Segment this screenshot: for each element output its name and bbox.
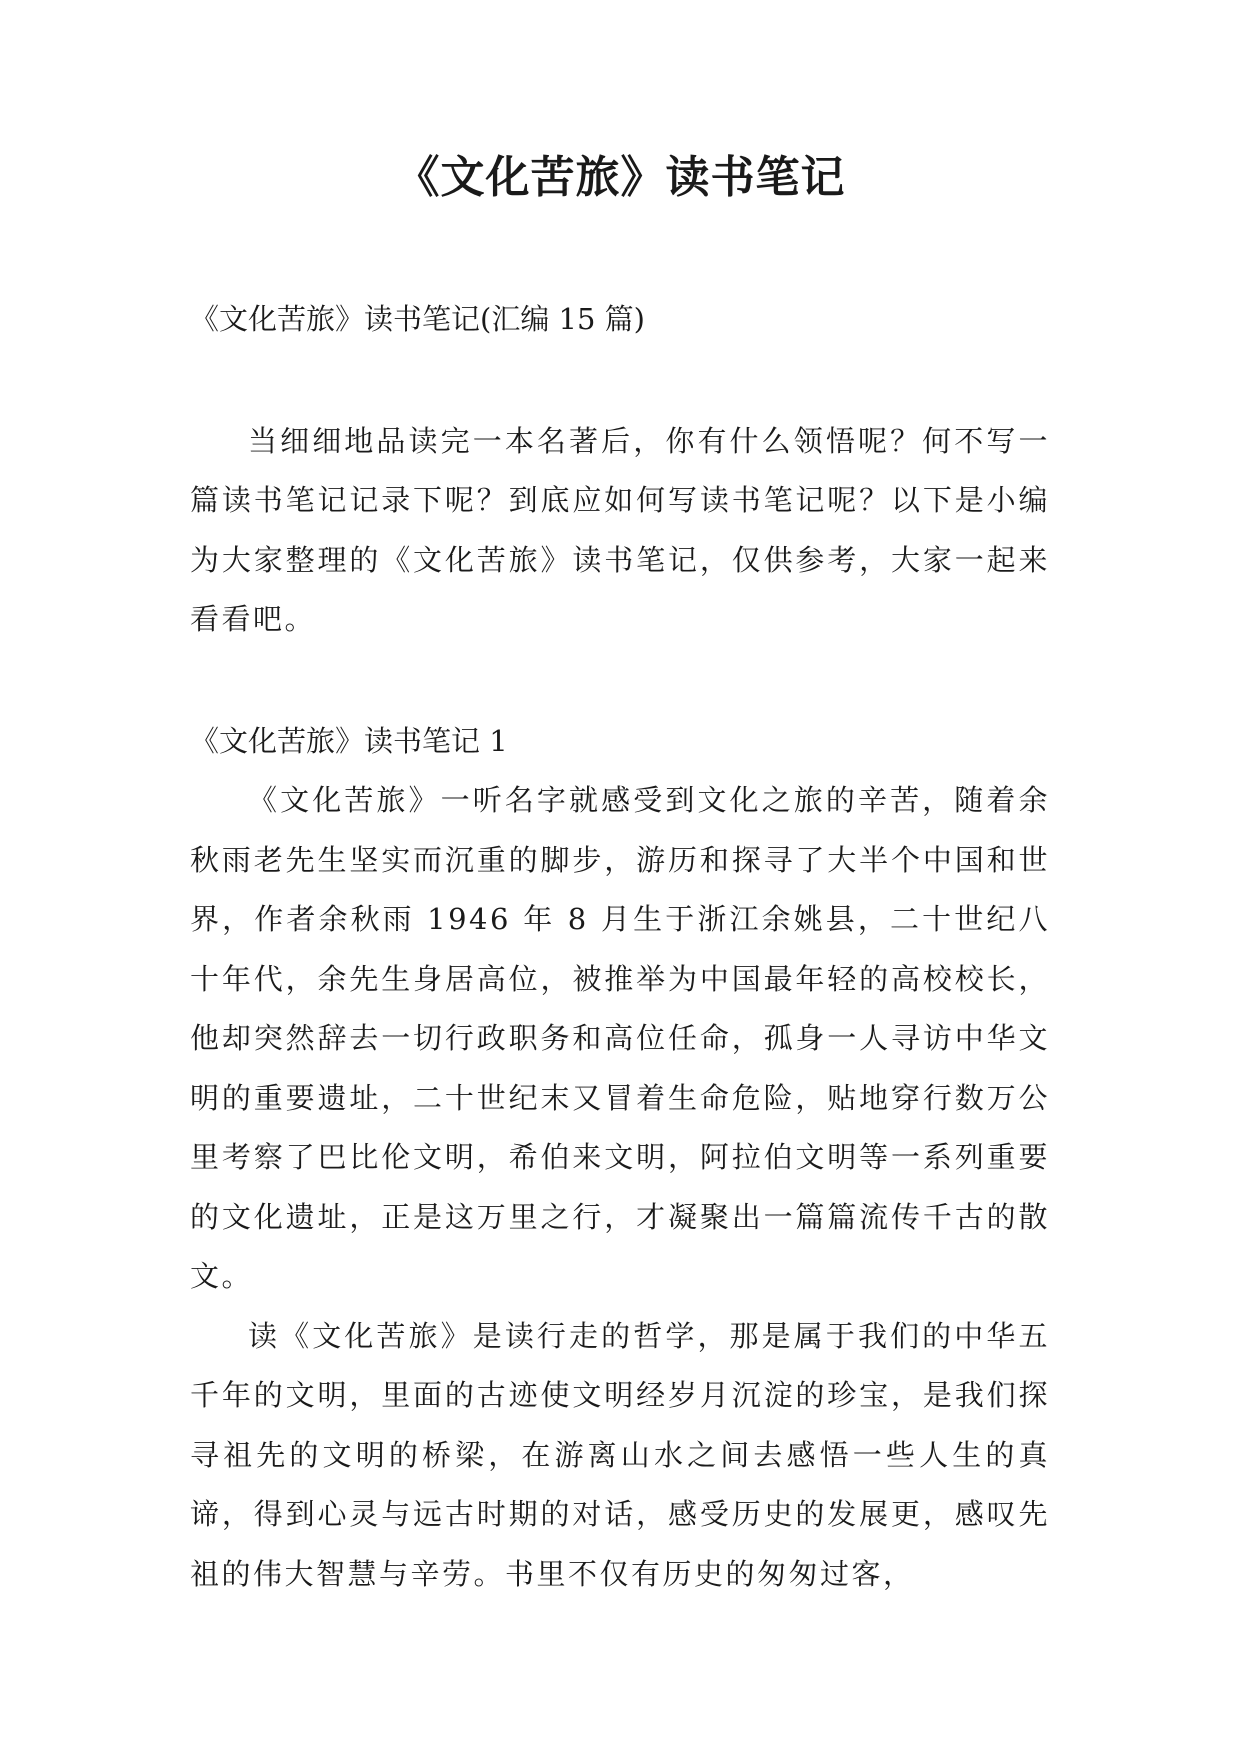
- section-heading: 《文化苦旅》读书笔记 1: [190, 723, 508, 758]
- document-body: [190, 290, 1050, 1604]
- document-title: 《文化苦旅》读书笔记: [395, 152, 846, 203]
- body-paragraph: 《文化苦旅》一听名字就感受到文化之旅的辛苦，随着余秋雨老先生坚实而沉重的脚步，游历和探寻了大半个中国和世界，作者余秋雨 1946 年 8 月生于浙江余姚县，二十世纪八十年代，余先生身居高位，被推举为中国最年轻的高校校长，他却突然辞去一切行政职务和高位任命，孤身一人寻访中华文明的重要遗址，二十世纪末又冒着生命危险，贴地穿行数万公里考察了巴比伦文明，希伯来文明，阿拉伯文明等一系列重要的文化遗址，正是这万里之行，才凝聚出一篇篇流传千古的散文。: [190, 783, 1050, 1293]
- document-subtitle: 《文化苦旅》读书笔记(汇编 15 篇): [190, 302, 645, 336]
- body-paragraph: 读《文化苦旅》是读行走的哲学，那是属于我们的中华五千年的文明，里面的古迹使文明经岁月沉淀的珍宝，是我们探寻祖先的文明的桥梁，在游离山水之间去感悟一些人生的真谛，得到心灵与远古时期的对话，感受历史的发展更，感叹先祖的伟大智慧与辛劳。书里不仅有历史的匆匆过客，: [190, 1318, 1050, 1591]
- intro-paragraph: 当细细地品读完一本名著后，你有什么领悟呢？何不写一篇读书笔记记录下呢？到底应如何写读书笔记呢？以下是小编为大家整理的《文化苦旅》读书笔记，仅供参考，大家一起来看看吧。: [190, 423, 1050, 636]
